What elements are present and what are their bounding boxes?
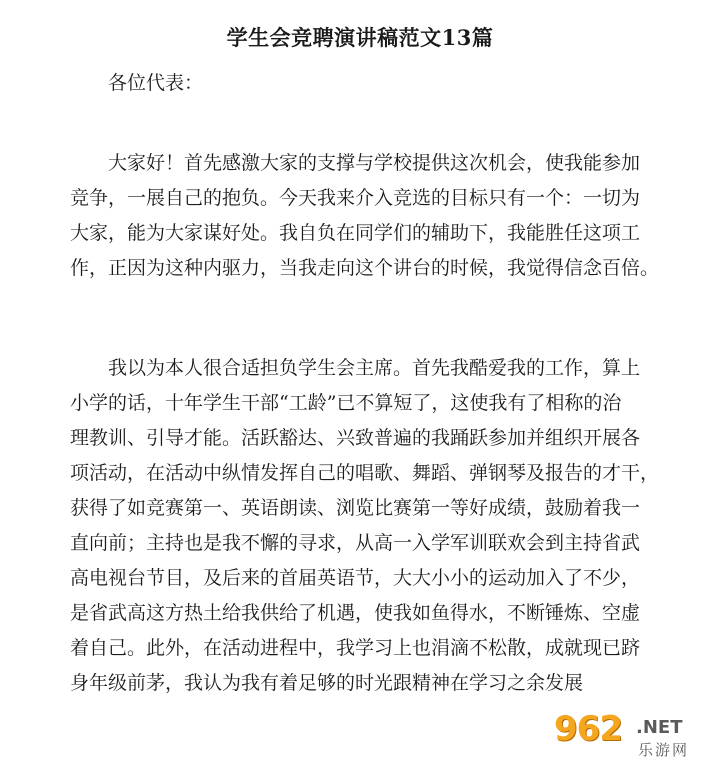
paragraph-2: [70, 351, 670, 701]
paragraph-line: 作，正因为这种内驱力，当我走向这个讲台的时候，我觉得信念百倍。: [70, 257, 660, 279]
salutation: 各位代表：: [108, 72, 204, 94]
paragraph-line: 直向前；主持也是我不懈的寻求，从高一入学军训联欢会到主持省武: [70, 532, 641, 554]
paragraph-line: 理教训、引导才能。活跃豁达、兴致普遍的我踊跃参加并组织开展各: [70, 427, 641, 449]
paragraph-line: 项活动，在活动中纵情发挥自己的唱歌、舞蹈、弹钢琴及报告的才干，: [70, 462, 660, 484]
paragraph-line: 身年级前茅，我认为我有着足够的时光跟精神在学习之余发展: [70, 672, 584, 694]
site-watermark: [554, 709, 714, 765]
paragraph-line: 着自己。此外，在活动进程中，我学习上也涓滴不松散，成就现已跻: [70, 637, 641, 659]
watermark-brand: 乐游网: [638, 741, 690, 759]
paragraph-line: 高电视台节目，及后来的首届英语节，大大小小的运动加入了不少，: [70, 567, 641, 589]
paragraph-line: 是省武高这方热土给我供给了机遇，使我如鱼得水，不断锤炼、空虚: [70, 602, 641, 624]
paragraph-line: 大家好！首先感激大家的支撑与学校提供这次机会，使我能参加: [70, 152, 641, 174]
paragraph-line: 获得了如竞赛第一、英语朗读、浏览比赛第一等好成绩，鼓励着我一: [70, 497, 641, 519]
document-title: 学生会竞聘演讲稿范文13篇: [226, 25, 494, 50]
watermark-number: 962: [554, 709, 622, 749]
paragraph-line: 小学的话，十年学生干部“工龄”已不算短了，这使我有了相称的治: [70, 392, 622, 414]
paragraph-1: [70, 146, 670, 286]
paragraph-line: 大家，能为大家谋好处。我自负在同学们的辅助下，我能胜任这项工: [70, 222, 641, 244]
paragraph-line: 竞争，一展自己的抱负。今天我来介入竞选的目标只有一个：一切为: [70, 187, 641, 209]
watermark-suffix: .NET: [636, 717, 683, 738]
paragraph-line: 我以为本人很合适担负学生会主席。首先我酷爱我的工作，算上: [70, 357, 641, 379]
